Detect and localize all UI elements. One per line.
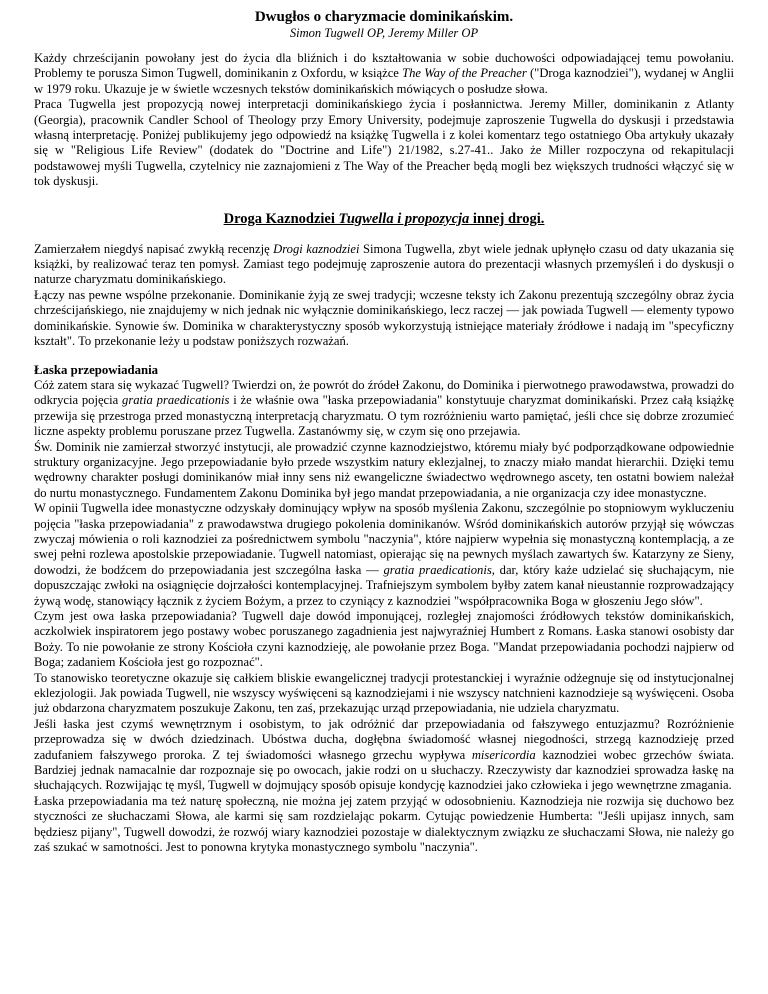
grace-paragraph-1: Cóż zatem stara się wykazać Tugwell? Twierdzi on, że powrót do źródeł Zakonu, do Dominika i pierwotnego prawodawstwa, prowadzi do odkrycia pojęcia gratia praedicationis i że właśnie owa "łaska przepowiadania" konstytuuje charyzmat dominikański. Przez całą książkę przewija się przestroga przed monastyczną interpretacją charyzmatu. O tym rozróżnieniu warto pamiętać, jeśli chce się dobrze zrozumieć liczne aspekty problemu poruszane przez Tugwella. Zastanówmy się, w czym się ono przejawia. [34, 377, 735, 439]
intro-paragraph-2: Praca Tugwella jest propozycją nowej interpretacji dominikańskiego życia i posłannictwa. Jeremy Miller, dominikanin z Atlanty (Georgia), pracownik Candler School of Theology przy Emory University, podejmuje zaproszenie Tugwella do dyskusji i przedstawia własną interpretację. Poniżej publikujemy jego odpowiedź na książkę Tugwella i z kolei komentarz tego ostatniego Oba artykuły ukazały się w "Religious Life Review" (dodatek do "Doctrine and Life") 21/1982, s.27-41.. Jako że Miller rozpoczyna od rekapitulacji podstawowej myśli Tugwella, czytelnicy nie zaznajomieni z The Way of the Preacher będą mogli bez większych trudności włączyć się w tok dyskusji. [34, 97, 734, 189]
grace-paragraph-7: Łaska przepowiadania ma też naturę społeczną, nie można jej zatem przyjąć w odosobnieniu. Kaznodzieja nie rozwija się duchowo bez styczności ze słuchaczami Słowa, ale karmi się sam rozdzielając pokarm. Cytując powiedzenie Humberta: "Jeśli upijasz innych, sam będziesz pijany", Tugwell dowodzi, że rozwój wiary kaznodziei pozostaje w dialektycznym związku ze słuchaczami Słowa, nie należy go zaś szukać w samotności. Jest to ponowna krytyka monastycznego symbolu "naczynia". [34, 793, 734, 855]
grace-paragraph-2: Św. Dominik nie zamierzał stworzyć instytucji, ale prowadzić czynne kaznodziejstwo, któremu miały być podporządkowane odpowiednie struktury organizacyjne. Jego przepowiadanie było przede wszystkim natury eklezjalnej, to znaczy miało mandat hierarchii. Dzięki temu wędrowny charakter posługi dominikanów miał inny sens niż ewangeliczne świadectwo wędrownego ascety, ten ostatni bowiem należał do nurtu monastycznego. Fundamentem Zakonu Dominika był jego mandat przepowiadania, a nie organizacja czy idee monastyczne. [34, 439, 734, 500]
grace-paragraph-6: Jeśli łaska jest czymś wewnętrznym i osobistym, to jak odróżnić dar przepowiadania od fałszywego entuzjazmu? Rozróżnienie przeprowadza się w dwóch dziedzinach. Ubóstwa ducha, dogłębna świadomość własnej niegodności, strzegą kaznodzieję przed zadufaniem fałszywego proroka. Z tej świadomości własnego grzechu wypływa misericordia kaznodziei wobec grzechów świata. Bardziej jednak namacalnie dar rozpoznaje się po owocach, jakie rodzi on u słuchaczy. Rzeczywisty dar kaznodziei sprowadza łaskę na słuchających. Rozwijając tę myśl, Tugwell w dojmujący sposób opisuje kondycję kaznodziei jako człowieka i jego wewnętrzne zmagania. [34, 716, 734, 793]
grace-paragraph-3: W opinii Tugwella idee monastyczne odzyskały dominujący wpływ na sposób myślenia Zakonu, szczególnie po stopniowym wykluczeniu pojęcia "łaska przepowiadania" z prawodawstwa drugiego pokolenia dominikanów. Wśród dominikańskich autorów przyjął się wówczas zwyczaj mówienia o roli kaznodziei za pośrednictwem symbolu "naczynia", które najpierw wypełnia się monastyczną kontemplacją, a ze swej pełni rozlewa apostolskie przepowiadanie. Tugwell natomiast, opierając się na pewnych myślach zawartych św. Katarzyny ze Sieny, dowodzi, że bodźcem do przepowiadania jest szczególna łaska — gratia praedicationis, dar, który każe udzielać się słuchającym, nie dopuszczając zwłoki na osiągnięcie dojrzałości kontemplacyjnej. Trafniejszym symbolem byłby zatem kanał nieustannie rozprowadzający żywą wodę, stanowiący łącznik z życiem Bożym, a przez to czyniący z kaznodziei "współpracownika Boga w głoszeniu Jego słów". [34, 501, 734, 608]
section-title: Droga Kaznodziei Tugwella i propozycja innej drogi. [223, 210, 545, 227]
grace-paragraph-4: Czym jest owa łaska przepowiadania? Tugwell daje dowód imponującej, rozległej znajomości źródłowych tekstów dominikańskich, aczkolwiek inspiratorem jego postawy wobec poruszanego zagadnienia jest najwyraźniej Humbert z Romans. Łaska stanowi osobisty dar Boży. To nie powołanie ze strony Kościoła czyni kaznodzieję, ale powołanie przez Boga. "Mandat przepowiadania pochodzi najpierw od Boga; zadaniem Kościoła jest go rozpoznać". [34, 609, 734, 670]
document-authors: Simon Tugwell OP, Jeremy Miller OP [289, 26, 479, 40]
intro-paragraph-1: Każdy chrześcijanin powołany jest do życia dla bliźnich i do kształtowania w sobie duchowości odpowiadającej temu powołaniu. Problemy te porusza Simon Tugwell, dominikanin z Oxfordu, w książce The Way of the Preacher ("Droga kaznodziei"), wydanej w Anglii w 1979 roku. Ukazuje je w świetle wczesnych tekstów dominikańskich mówiących o posłudze słowa. [34, 51, 734, 96]
subsection-heading: Łaska przepowiadania [34, 362, 159, 377]
section-paragraph-1: Zamierzałem niegdyś napisać zwykłą recenzję Drogi kaznodziei Simona Tugwella, zbyt wiele jednak upłynęło czasu od daty ukazania się książki, by realizować teraz ten pomysł. Zamiast tego podejmuję zaproszenie autora do prezentacji własnych przemyśleń i do dyskusji o naturze charyzmatu dominikańskiego. [34, 241, 735, 287]
section-paragraph-2: Łączy nas pewne wspólne przekonanie. Dominikanie żyją ze swej tradycji; wczesne teksty ich Zakonu prezentują szczególny obraz życia chrześcijańskiego, nie znajdujemy w nich jednak nic wyłącznie dominikańskiego, lecz raczej — jak powiada Tugwell — elementy typowo dominikańskie. Synowie św. Dominika w charakterystyczny sposób wykorzystują istniejące materiały źródłowe i nadają im "specyficzny kształt". To przekonanie leży u podstaw poniższych rozważań. [34, 287, 734, 349]
grace-paragraph-5: To stanowisko teoretyczne okazuje się całkiem bliskie ewangelicznej tradycji protestanckiej i wyraźnie odżegnuje się od instytucjonalnej eklezjologii. Jak powiada Tugwell, nie wszyscy wyświęceni są kaznodziejami i nie wszyscy natchnieni kaznodzieje są wyświęceni. Osoba już obdarzona charyzmatem poszukuje Zakonu, ten zaś, przekazując urząd przepowiadania, nie udziela charyzmatu. [34, 670, 734, 716]
book-title: The Way of the Preacher [402, 66, 527, 81]
document-title: Dwugłos o charyzmacie dominikańskim. [254, 9, 514, 25]
book-title: Drogi kaznodziei [273, 241, 360, 256]
